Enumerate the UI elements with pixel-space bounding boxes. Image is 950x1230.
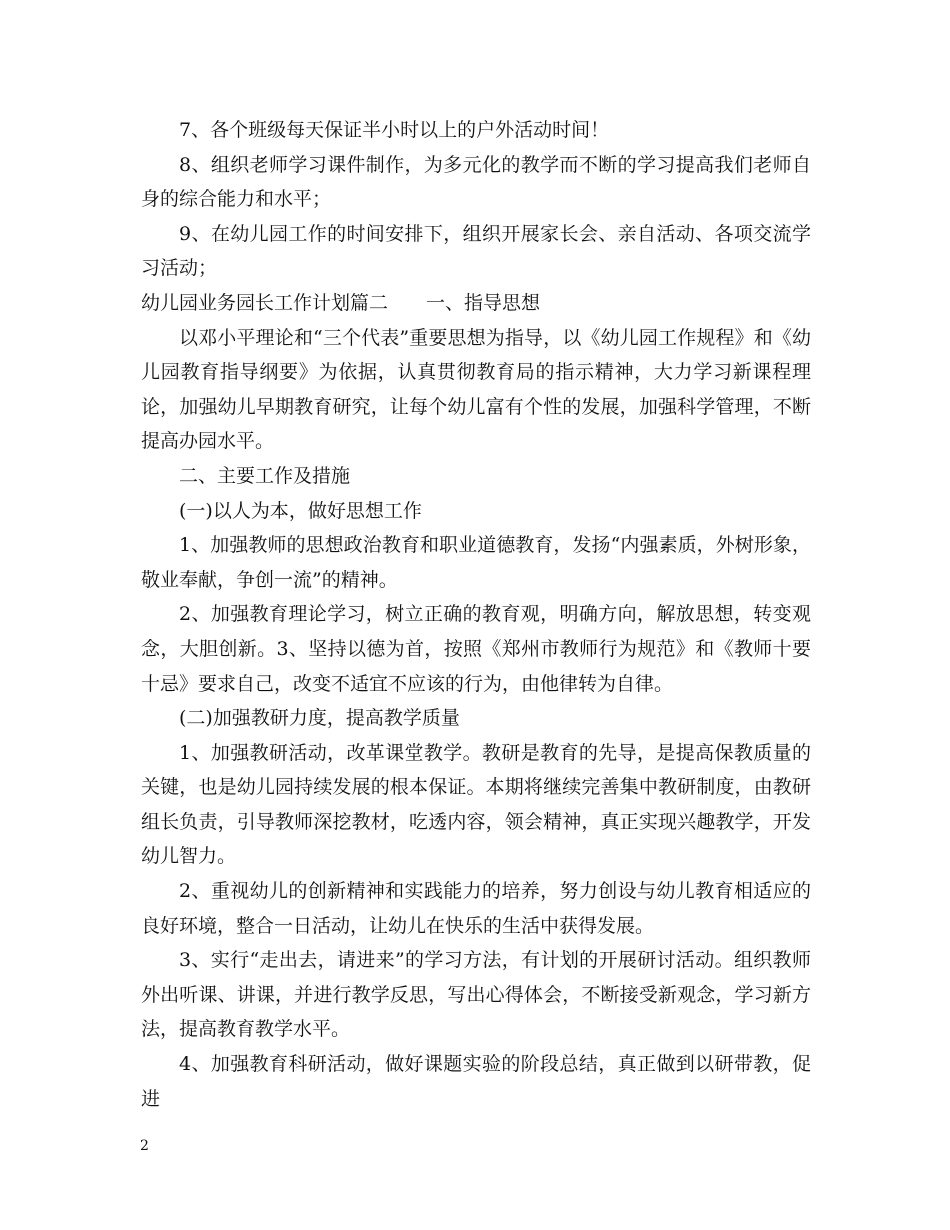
subheading-people-oriented: (一)以人为本，做好思想工作 — [179, 499, 422, 522]
paragraph-item-9: 9、在幼儿园工作的时间安排下，组织开展家长会、亲自活动、各项交流学习活动； — [141, 222, 811, 280]
document-body — [141, 113, 811, 1116]
main-work-heading: 二、主要工作及措施 — [179, 464, 351, 487]
paragraph-teacher-ethics: 1、加强教师的思想政治教育和职业道德教育，发扬“内强素质，外树形象，敬业奉献，争创一流”的精神。 — [141, 534, 811, 591]
paragraph-item-8: 8、组织老师学习课件制作，为多元化的教学而不断的学习提高我们老师自身的综合能力和水平； — [141, 153, 811, 211]
subheading-teaching-research: (二)加强教研力度，提高教学质量 — [179, 707, 460, 730]
paragraph-innovation: 2、重视幼儿的创新精神和实践能力的培养，努力创设与幼儿教育相适应的良好环境，整合一日活动，让幼儿在快乐的生活中获得发展。 — [141, 880, 811, 937]
paragraph-learning-method: 3、实行“走出去，请进来”的学习方法，有计划的开展研讨活动。组织教师外出听课、讲课，并进行教学反思，写出心得体会，不断接受新观念，学习新方法，提高教育教学水平。 — [141, 949, 811, 1041]
paragraph-theory-study: 2、加强教育理论学习，树立正确的教育观，明确方向，解放思想，转变观念，大胆创新。3、坚持以德为首，按照《郑州市教师行为规范》和《教师十要十忌》要求自己，改变不适宜不应该的行为，由他律转为自律。 — [141, 603, 811, 695]
section-heading-plan-two: 幼儿园业务园长工作计划篇二 一、指导思想 — [141, 291, 541, 314]
paragraph-research-activities: 1、加强教研活动，改革课堂教学。教研是教育的先导，是提高保教质量的关键，也是幼儿园持续发展的根本保证。本期将继续完善集中教研制度，由教研组长负责，引导教师深挖教材，吃透内容，领会精神，真正实现兴趣教学，开发幼儿智力。 — [141, 741, 811, 868]
paragraph-research-summary: 4、加强教育科研活动，做好课题实验的阶段总结，真正做到以研带教，促进 — [141, 1053, 811, 1110]
paragraph-item-7: 7、各个班级每天保证半小时以上的户外活动时间！ — [179, 119, 610, 141]
page-number: 2 — [140, 1138, 149, 1154]
guiding-ideology-paragraph: 以邓小平理论和“三个代表”重要思想为指导，以《幼儿园工作规程》和《幼儿园教育指导纲要》为依据，认真贯彻教育局的指示精神，大力学习新课程理论，加强幼儿早期教育研究，让每个幼儿富有个性的发展，加强科学管理，不断提高办园水平。 — [141, 326, 811, 453]
